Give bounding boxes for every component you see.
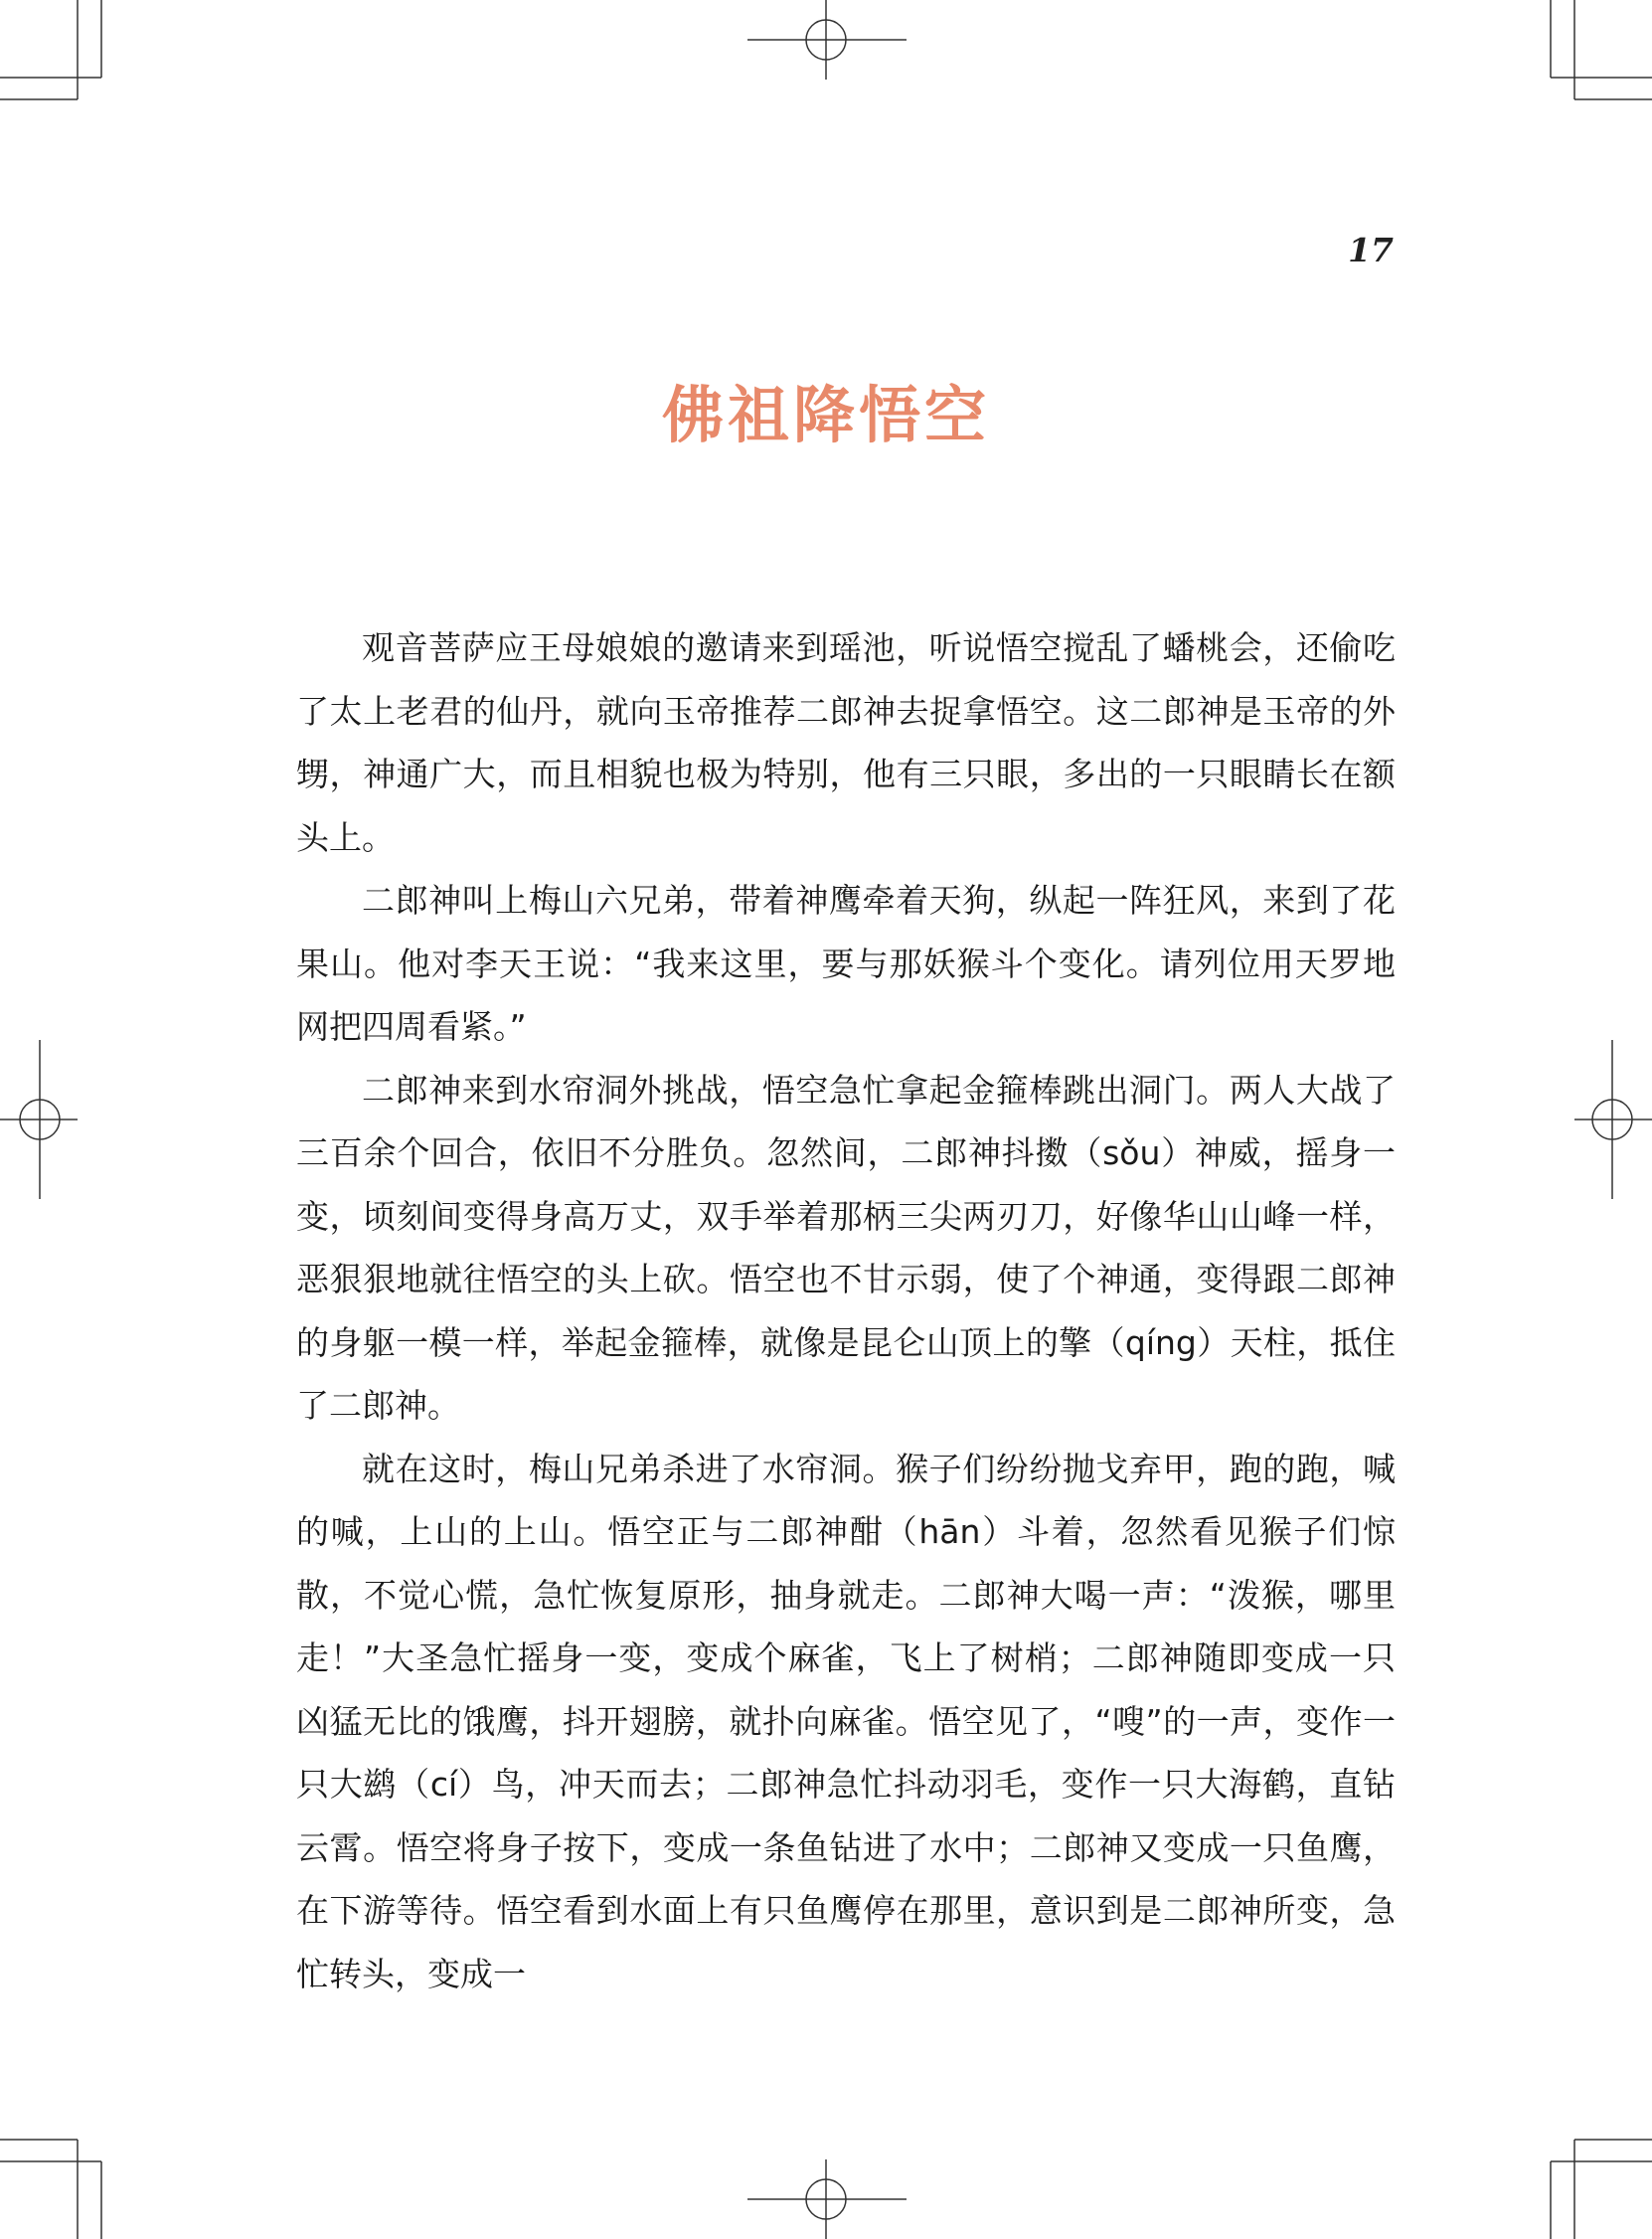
crop-mark-top-left [0, 0, 101, 99]
paragraph: 观音菩萨应王母娘娘的邀请来到瑶池，听说悟空搅乱了蟠桃会，还偷吃了太上老君的仙丹，就向玉帝推荐二郎神去捉拿悟空。这二郎神是玉帝的外甥，神通广大，而且相貌也极为特别，他有三只眼，多出的一只眼睛长在额头上。 [296, 628, 1396, 857]
registration-mark-bottom [747, 2159, 907, 2239]
crop-mark-top-right [1551, 0, 1652, 99]
registration-mark-right [1574, 1040, 1652, 1199]
crop-mark-bottom-right [1551, 2140, 1652, 2239]
paragraph: 就在这时，梅山兄弟杀进了水帘洞。猴子们纷纷抛戈弃甲，跑的跑，喊的喊，上山的上山。悟空正与二郎神酣（hān）斗着，忽然看见猴子们惊散，不觉心慌，急忙恢复原形，抽身就走。二郎神大喝一声：“泼猴，哪里走！”大圣急忙摇身一变，变成个麻雀，飞上了树梢；二郎神随即变成一只凶猛无比的饿鹰，抖开翅膀，就扑向麻雀。悟空见了，“嗖”的一声，变作一只大鹚（cí）鸟，冲天而去；二郎神急忙抖动羽毛，变作一只大海鹤，直钻云霄。悟空将身子按下，变成一条鱼钻进了水中；二郎神又变成一只鱼鹰，在下游等待。悟空看到水面上有只鱼鹰停在那里，意识到是二郎神所变，急忙转头，变成一 [296, 1449, 1396, 1993]
paragraph: 二郎神来到水帘洞外挑战，悟空急忙拿起金箍棒跳出洞门。两人大战了三百余个回合，依旧不分胜负。忽然间，二郎神抖擞（sǒu）神威，摇身一变，顷刻间变得身高万丈，双手举着那柄三尖两刃刀，好像华山山峰一样，恶狠狠地就往悟空的头上砍。悟空也不甘示弱，使了个神通，变得跟二郎神的身躯一模一样，举起金箍棒，就像是昆仑山顶上的擎（qíng）天柱，抵住了二郎神。 [296, 1070, 1396, 1425]
page-number: 17 [1348, 231, 1394, 269]
chapter-title: 佛祖降悟空 [661, 379, 990, 451]
registration-mark-top [747, 0, 907, 80]
paragraph: 二郎神叫上梅山六兄弟，带着神鹰牵着天狗，纵起一阵狂风，来到了花果山。他对李天王说：“我来这里，要与那妖猴斗个变化。请列位用天罗地网把四周看紧。” [296, 881, 1396, 1046]
crop-mark-bottom-left [0, 2140, 101, 2239]
registration-mark-left [0, 1040, 78, 1199]
body-text [296, 616, 1396, 2005]
